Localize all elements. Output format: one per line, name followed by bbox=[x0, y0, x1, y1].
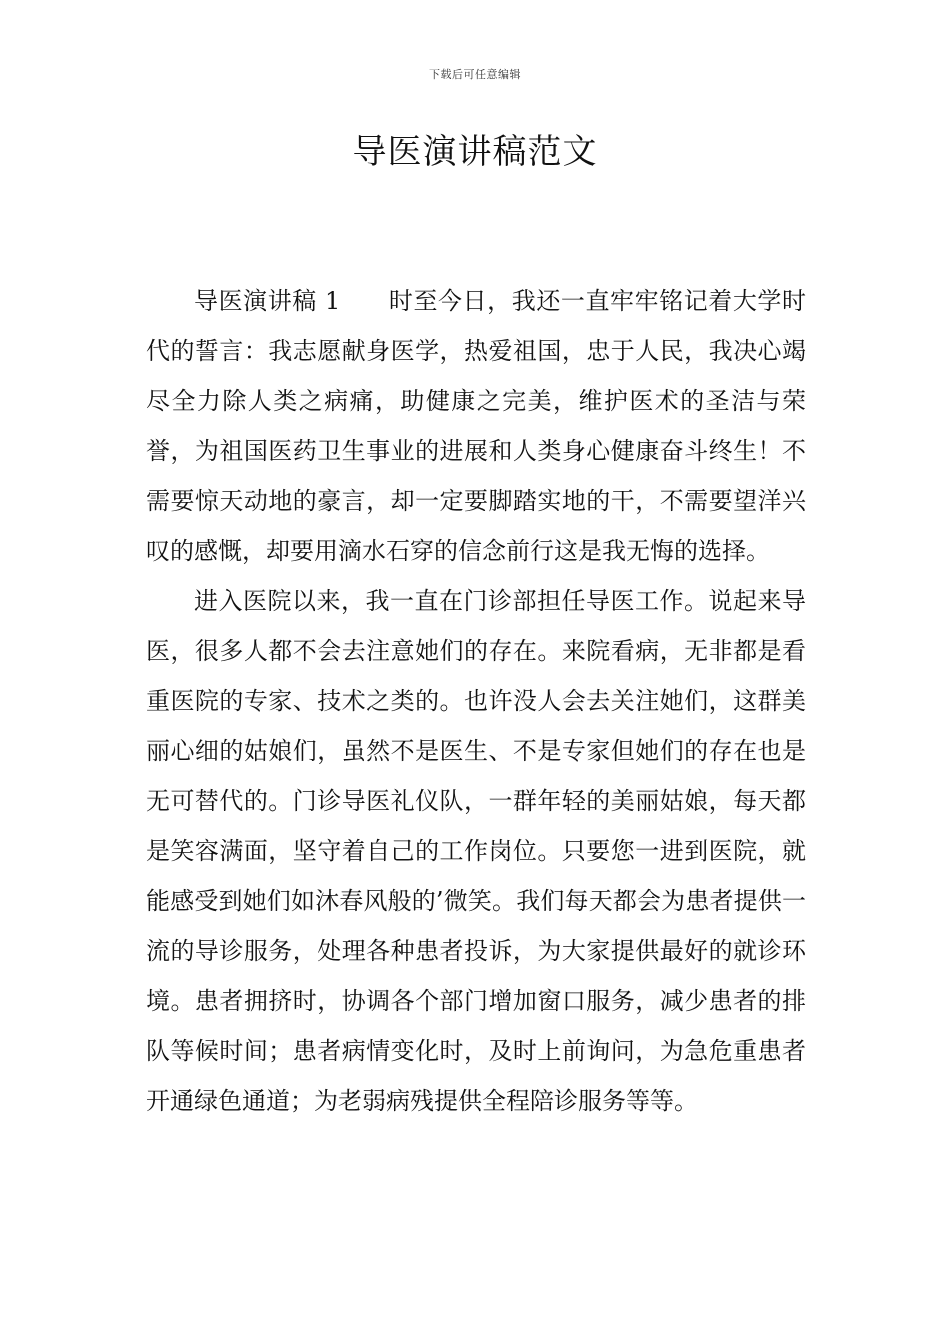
document-title: 导医演讲稿范文 bbox=[352, 132, 598, 172]
paragraph-2 bbox=[146, 576, 806, 1126]
paragraph-1-text: 时至今日，我还一直牢牢铭记着大学时代的誓言：我志愿献身医学，热爱祖国，忠于人民，我决心竭尽全力除人类之病痛，助健康之完美，维护医术的圣洁与荣誉，为祖国医药卫生事业的进展和人类身心健康奋斗终生！不需要惊天动地的豪言，却一定要脚踏实地的干，不需要望洋兴叹的感慨，却要用滴水石穿的信念前行这是我无悔的选择。 bbox=[146, 287, 807, 565]
document-body bbox=[146, 276, 806, 1126]
header-note: 下载后可任意编辑 bbox=[429, 68, 521, 81]
paragraph-1 bbox=[146, 276, 806, 576]
paragraph-2-text: 进入医院以来，我一直在门诊部担任导医工作。说起来导医，很多人都不会去注意她们的存在。来院看病，无非都是看重医院的专家、技术之类的。也许没人会去关注她们，这群美丽心细的姑娘们，虽然不是医生、不是专家但她们的存在也是无可替代的。门诊导医礼仪队，一群年轻的美丽姑娘，每天都是笑容满面，坚守着自己的工作岗位。只要您一进到医院，就能感受到她们如沐春风般的’微笑。我们每天都会为患者提供一流的导诊服务，处理各种患者投诉，为大家提供最好的就诊环境。患者拥挤时，协调各个部门增加窗口服务，减少患者的排队等候时间；患者病情变化时，及时上前询问，为急危重患者开通绿色通道；为老弱病残提供全程陪诊服务等等。 bbox=[146, 587, 806, 1115]
paragraph-1-lead: 导医演讲稿 1 bbox=[194, 287, 341, 315]
